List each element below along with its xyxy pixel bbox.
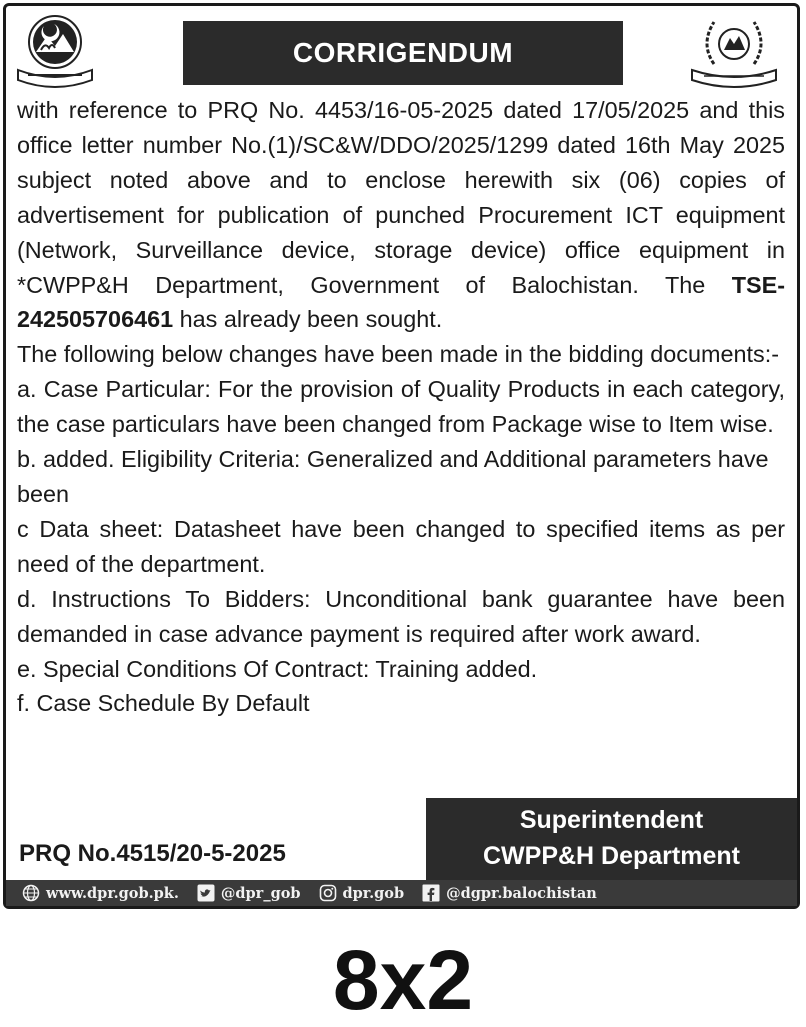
facebook-icon (422, 884, 440, 902)
tse-number: TSE-242505706461 (17, 271, 785, 333)
corrigendum-title: CORRIGENDUM (183, 21, 623, 85)
footer-twitter[interactable] (197, 884, 301, 902)
notice-body (17, 93, 785, 721)
reference-text: with reference to PRQ No. 4453/16-05-2025 dated 17/05/2025 and this office letter number No.(1)/SC&W/DDO/2025/1299 dated 16th May 2025 subject noted above and to enclose herewith six (06) copies of advertisement for publication of punched Procurement ICT equipment (Network, Surveillance device, storage device) office equipment in *CWPP&H Department, Government of Balochistan. The (17, 97, 785, 298)
footer-instagram[interactable] (319, 884, 405, 902)
change-item-f: f. Case Schedule By Default (17, 690, 310, 717)
change-item-a: a. Case Particular: For the provision of Quality Products in each category, the case particulars have been changed from Package wise to Item wise. (17, 376, 785, 438)
twitter-icon (197, 884, 215, 902)
signature-title: Superintendent (519, 806, 704, 834)
ad-size-label: 8x2 (332, 933, 474, 1027)
website-text: www.dpr.gob.pk. (46, 884, 179, 902)
globe-icon (22, 884, 40, 902)
signature-department: CWPP&H Department (483, 842, 740, 870)
twitter-handle: @dpr_gob (220, 884, 301, 902)
signature-box (426, 798, 797, 880)
footer-website[interactable] (22, 884, 179, 902)
instagram-handle: dpr.gob (342, 884, 405, 902)
change-item-d: d. Instructions To Bidders: Unconditional bank guarantee have been demanded in case advance payment is required after work award. (17, 585, 785, 647)
reference-text-end: has already been sought. (173, 306, 443, 333)
reference-paragraph (17, 93, 785, 337)
change-item-c: c Data sheet: Datasheet have been changed to specified items as per need of the department. (17, 515, 785, 577)
balochistan-emblem-icon (14, 12, 96, 90)
footer-facebook[interactable] (422, 884, 597, 902)
dgpr-emblem-icon (684, 14, 784, 90)
facebook-handle: @dgpr.balochistan (446, 884, 597, 902)
social-footer (6, 880, 797, 906)
change-item-b: b. added. Eligibility Criteria: Generalized and Additional parameters have been (17, 446, 769, 507)
instagram-icon (319, 884, 337, 902)
prq-number: PRQ No.4515/20-5-2025 (19, 840, 286, 867)
changes-intro: The following below changes have been made in the bidding documents:- (17, 341, 779, 368)
change-item-e: e. Special Conditions Of Contract: Training added. (17, 655, 538, 682)
